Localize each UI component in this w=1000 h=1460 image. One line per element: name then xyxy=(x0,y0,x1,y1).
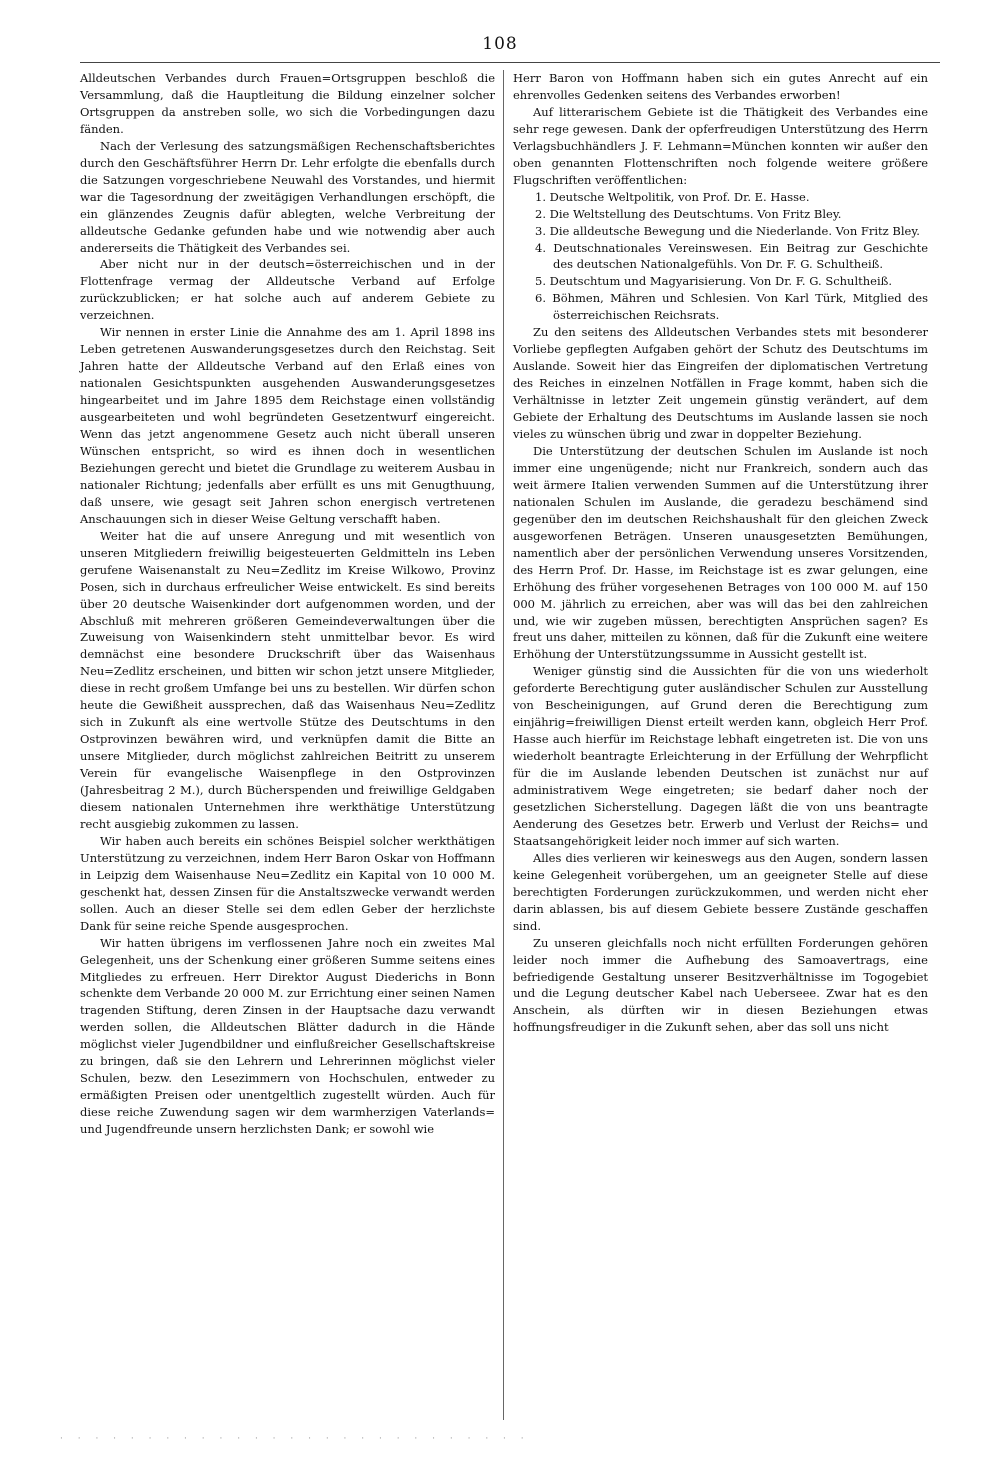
left-column xyxy=(80,70,495,1138)
paragraph: Die Unterstützung der deutschen Schulen im Auslande ist noch immer eine ungenügende; nicht nur Frankreich, sondern auch das weit ärmere Italien verwenden Summen auf die Unterstützung ihrer nationalen Schulen im Auslande, die geradezu beschämend sind gegenüber den im deutschen Reichshaushalt für den gleichen Zweck ausgeworfenen Beträgen. Unseren unausgesetzten Bemühungen, namentlich aber der persönlichen Verwendung unseres Vorsitzenden, des Herrn Prof. Dr. Hasse, im Reichstage ist es zwar gelungen, eine Erhöhung des früher vorgesehenen Betrages von 100 000 M. auf 150 000 M. jährlich zu erreichen, aber was will das bei den zahlreichen und, wie wir zugeben müssen, berechtigten Ansprüchen sagen? Es freut uns daher, mitteilen zu können, daß für die Zukunft eine weitere Erhöhung der Unterstützungssumme in Aussicht gestellt ist. xyxy=(513,443,928,662)
list-item: 2. Die Weltstellung des Deutschtums. Von Fritz Bley. xyxy=(535,206,842,221)
column-divider xyxy=(503,70,504,1420)
paragraph: Alles dies verlieren wir keineswegs aus den Augen, sondern lassen keine Gelegenheit vorübergehen, um an geeigneter Stelle auf diese berechtigten Forderungen zurückzukommen, und werden nicht eher darin ablassen, bis auf diesem Gebiete bessere Zustände geschaffen sind. xyxy=(513,850,928,933)
list-item: 1. Deutsche Weltpolitik, von Prof. Dr. E. Hasse. xyxy=(535,189,810,204)
publication-list xyxy=(513,189,928,325)
page-number: 108 xyxy=(482,34,518,54)
paragraph: Zu unseren gleichfalls noch nicht erfüllten Forderungen gehören leider noch immer die Aufhebung des Samoavertrags, eine befriedigende Gestaltung unserer Besitzverhältnisse im Togogebiet und die Legung deutscher Kabel nach Ueberseee. Zwar hat es den Anschein, als dürften wir in diesen Beziehungen etwas hoffnungsfreudiger in die Zukunft sehen, aber das soll uns nicht xyxy=(513,935,928,1035)
list-item: 4. Deutschnationales Vereinswesen. Ein Beitrag zur Geschichte des deutschen Nationalgefühls. Von Dr. F. G. Schultheiß. xyxy=(535,240,928,272)
header-rule xyxy=(80,62,940,63)
scan-artifact-marks: · · · · · · · · · · · · · · · · · · · · · · · · · · · xyxy=(60,1434,530,1444)
paragraph: Weniger günstig sind die Aussichten für die von uns wiederholt geforderte Berechtigung guter ausländischer Schulen zur Ausstellung von Bescheinigungen, auf Grund deren die Berechtigung zum einjährig=freiwilligen Dienst erteilt werden kann, obgleich Herr Prof. Hasse auch hierfür im Reichstage lebhaft eingetreten ist. Die von uns wiederholt beantragte Erleichterung in der Erfüllung der Wehrpflicht für die im Auslande lebenden Deutschen ist zunächst nur auf administrativem Wege eingetreten; sie bedarf daher noch der gesetzlichen Sicherstellung. Dagegen läßt die von uns beantragte Aenderung des Gesetzes betr. Erwerb und Verlust der Reichs= und Staatsangehörigkeit leider noch immer auf sich warten. xyxy=(513,664,928,848)
right-column xyxy=(513,70,928,1036)
paragraph: Aber nicht nur in der deutsch=österreichischen und in der Flottenfrage vermag der Alldeutsche Verband auf Erfolge zurückzublicken; er hat solche auch auf anderem Gebiete zu verzeichnen. xyxy=(80,257,495,323)
paragraph: Wir nennen in erster Linie die Annahme des am 1. April 1898 ins Leben getretenen Auswanderungsgesetzes durch den Reichstag. Seit Jahren hatte der Alldeutsche Verband auf den Erlaß eines von nationalen Gesichtspunkten ausgehenden Auswanderungsgesetzes hingearbeitet und im Jahre 1895 dem Reichstage einen vollständig ausgearbeiteten und wohl begründeten Gesetzentwurf eingereicht. Wenn das jetzt angenommene Gesetz auch nicht überall unseren Wünschen entspricht, so wird es ihnen doch in wesentlichen Beziehungen gerecht und bietet die Grundlage zu weiterem Ausbau in nationaler Richtung; jedenfalls aber erfüllt es uns mit Genugthuung, daß unsere, wie gesagt seit Jahren schon energisch vertretenen Anschauungen sich in dieser Weise Geltung verschafft haben. xyxy=(80,325,495,526)
paragraph: Auf litterarischem Gebiete ist die Thätigkeit des Verbandes eine sehr rege gewesen. Dank der opferfreudigen Unterstützung des Herrn Verlagsbuchhändlers J. F. Lehmann=München konnten wir außer den oben genannten Flottenschriften noch folgende weitere größere Flugschriften veröffentlichen: xyxy=(513,104,928,187)
paragraph: Nach der Verlesung des satzungsmäßigen Rechenschaftsberichtes durch den Geschäftsführer Herrn Dr. Lehr erfolgte die ebenfalls durch die Satzungen vorgeschriebene Neuwahl des Vorstandes, und hiermit war die Tagesordnung der zweitägigen Verhandlungen erschöpft, die ein glänzendes Zeugnis dafür ablegten, welche Verbreitung der alldeutsche Gedanke gefunden habe und wie notwendig aber auch andererseits die Thätigkeit des Verbandes sei. xyxy=(80,138,495,255)
paragraph: Alldeutschen Verbandes durch Frauen=Ortsgruppen beschloß die Versammlung, daß die Hauptleitung die Bildung einzelner solcher Ortsgruppen da anstreben solle, wo sich die Vorbedingungen dazu fänden. xyxy=(80,71,495,136)
list-item: 5. Deutschtum und Magyarisierung. Von Dr. F. G. Schultheiß. xyxy=(535,274,892,289)
paragraph: Zu den seitens des Alldeutschen Verbandes stets mit besonderer Vorliebe gepflegten Aufgaben gehört der Schutz des Deutschtums im Auslande. Soweit hier das Eingreifen der diplomatischen Vertretung des Reiches in einzelnen Notfällen in Frage kommt, haben sich die Verhältnisse in letzter Zeit ungemein günstig verändert, auf dem Gebiete der Erhaltung des Deutschtums im Auslande lassen sie noch vieles zu wünschen übrig und zwar in doppelter Beziehung. xyxy=(513,325,928,442)
paragraph: Wir haben auch bereits ein schönes Beispiel solcher werkthätigen Unterstützung zu verzeichnen, indem Herr Baron Oskar von Hoffmann in Leipzig dem Waisenhause Neu=Zedlitz ein Kapital von 10 000 M. geschenkt hat, dessen Zinsen für die Anstaltszwecke verwandt werden sollen. Auch an dieser Stelle sei dem edlen Geber der herzlichste Dank für seine reiche Spende ausgesprochen. xyxy=(80,833,495,933)
list-item: 6. Böhmen, Mähren und Schlesien. Von Karl Türk, Mitglied des österreichischen Reichsrats. xyxy=(535,291,928,323)
paragraph: Herr Baron von Hoffmann haben sich ein gutes Anrecht auf ein ehrenvolles Gedenken seitens des Verbandes erworben! xyxy=(513,71,928,102)
paragraph: Weiter hat die auf unsere Anregung und mit wesentlich von unseren Mitgliedern freiwillig beigesteuerten Geldmitteln ins Leben gerufene Waisenanstalt zu Neu=Zedlitz im Kreise Wilkowo, Provinz Posen, sich in durchaus erfreulicher Weise entwickelt. Es sind bereits über 20 deutsche Waisenkinder dort aufgenommen worden, und der Abschluß mit mehreren größeren Gemeindeverwaltungen über die Zuweisung von Waisenkindern steht unmittelbar bevor. Es wird demnächst eine besondere Druckschrift über das Waisenhaus Neu=Zedlitz erscheinen, und bitten wir schon jetzt unsere Mitglieder, diese in recht großem Umfange bei uns zu bestellen. Wir dürfen schon heute die Gewißheit aussprechen, daß das Waisenhaus Neu=Zedlitz sich in Zukunft als eine wertvolle Stütze des Deutschtums in den Ostprovinzen bewähren wird, und verknüpfen damit die Bitte an unsere Mitglieder, durch möglichst zahlreichen Beitritt zu unserem Verein für evangelische Waisenpflege in den Ostprovinzen (Jahresbeitrag 2 M.), durch Bücherspenden und freiwillige Geldgaben diesem nationalen Unternehmen ihre werkthätige Unterstützung recht ausgiebig zukommen zu lassen. xyxy=(80,528,495,831)
list-item: 3. Die alldeutsche Bewegung und die Niederlande. Von Fritz Bley. xyxy=(535,223,920,238)
paragraph: Wir hatten übrigens im verflossenen Jahre noch ein zweites Mal Gelegenheit, uns der Schenkung einer größeren Summe seitens eines Mitgliedes zu erfreuen. Herr Direktor August Diederichs in Bonn schenkte dem Verbande 20 000 M. zur Errichtung einer seinen Namen tragenden Stiftung, deren Zinsen in der Hauptsache dazu verwandt werden sollen, die Alldeutschen Blätter dadurch in die Hände möglichst vieler Jugendbildner und einflußreicher Gesellschaftskreise zu bringen, daß sie den Lehrern und Lehrerinnen möglichst vieler Schulen, bezw. den Lesezimmern von Hochschulen, entweder zu ermäßigten Preisen oder unentgeltlich zugestellt würden. Auch für diese reiche Zuwendung sagen wir dem warmherzigen Vaterlands= und Jugendfreunde unsern herzlichsten Dank; er sowohl wie xyxy=(80,935,495,1137)
